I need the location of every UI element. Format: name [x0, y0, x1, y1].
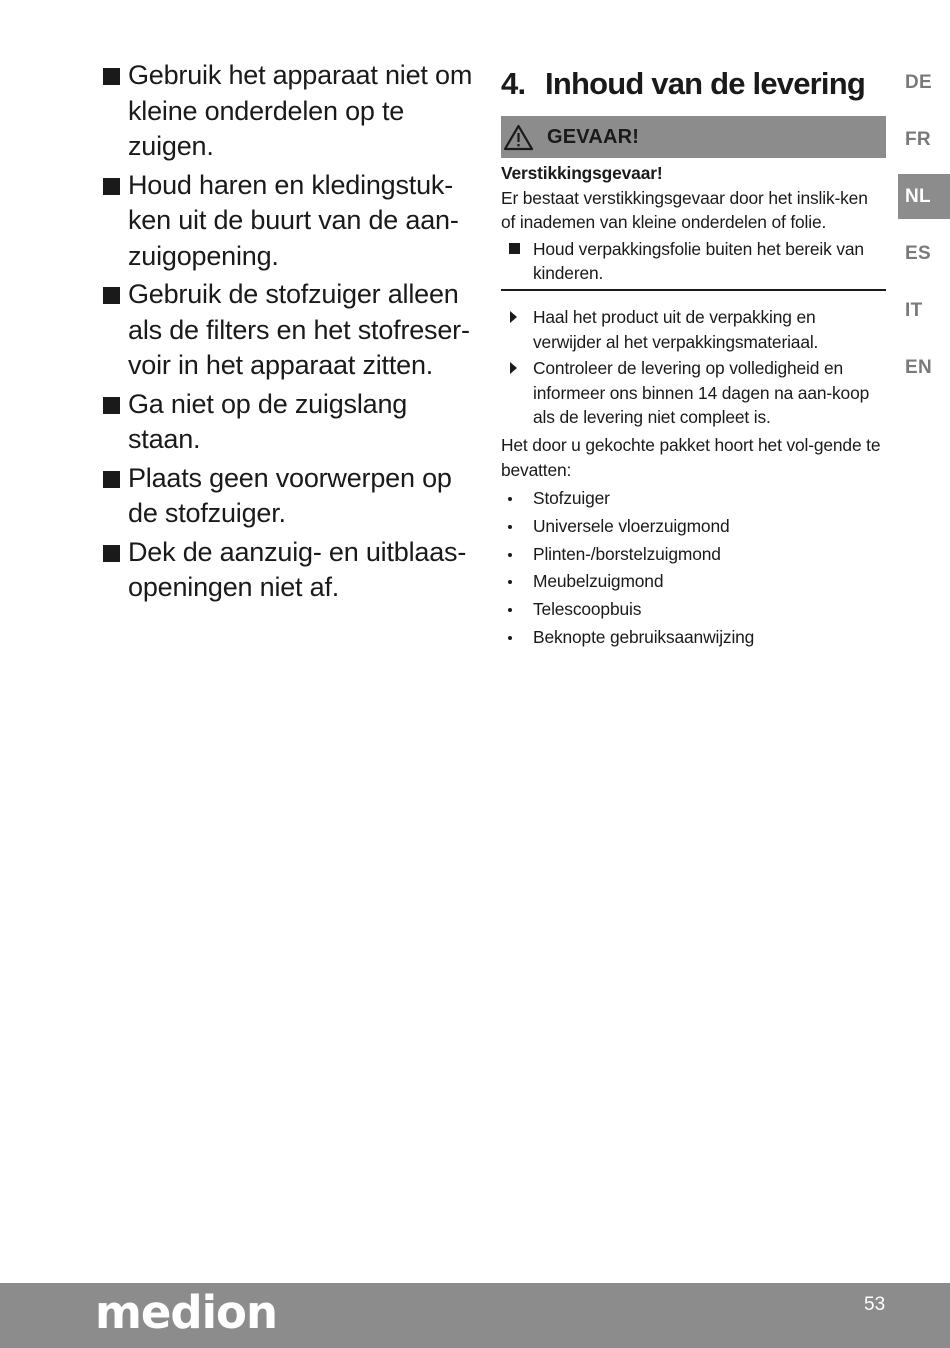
- list-item: [501, 513, 886, 541]
- list-item-text: Meubelzuigmond: [533, 571, 664, 592]
- instruction-step: [501, 305, 886, 354]
- list-item: [501, 541, 886, 569]
- list-item: [103, 461, 483, 532]
- dot-bullet-icon: [508, 497, 512, 501]
- instruction-step: [501, 356, 886, 430]
- square-bullet-icon: [103, 178, 120, 195]
- square-bullet-icon: [103, 545, 120, 562]
- language-tab-es[interactable]: ES: [905, 242, 931, 264]
- square-bullet-icon: [509, 243, 520, 254]
- list-item: [501, 596, 886, 624]
- list-item-text: Dek de aanzuig- en uitblaas-openingen niet af.: [128, 536, 467, 602]
- square-bullet-icon: [103, 471, 120, 488]
- warning-label: GEVAAR!: [547, 125, 640, 148]
- danger-description: Er bestaat verstikkingsgevaar door het inslik-ken of inademen van kleine onderdelen of folie.: [501, 187, 868, 233]
- warning-triangle-icon: [503, 124, 534, 151]
- list-item-text: Gebruik het apparaat niet om kleine onderdelen op te zuigen.: [128, 60, 473, 161]
- arrow-bullet-icon: [510, 362, 517, 374]
- section-number: 4.: [501, 66, 526, 101]
- square-bullet-icon: [103, 68, 120, 85]
- dot-bullet-icon: [508, 553, 512, 557]
- list-item: [103, 387, 483, 458]
- contents-list: [501, 485, 886, 651]
- language-tab-it[interactable]: IT: [905, 299, 923, 321]
- list-item-text: Telescoopbuis: [533, 598, 642, 619]
- arrow-bullet-icon: [510, 311, 517, 323]
- warning-item: [501, 237, 886, 286]
- list-item-text: Plinten-/borstelzuigmond: [533, 543, 721, 564]
- danger-title: Verstikkingsgevaar!: [501, 163, 663, 183]
- list-item: [501, 485, 886, 513]
- language-tab-nl[interactable]: NL: [898, 174, 950, 219]
- list-item-text: Gebruik de stofzuiger alleen als de filters en het stofreser-voir in het apparaat zitten.: [128, 279, 470, 380]
- page-number: 53: [864, 1294, 886, 1315]
- warning-item-text: Houd verpakkingsfolie buiten het bereik van kinderen.: [533, 238, 864, 284]
- list-item: [501, 568, 886, 596]
- list-item: [103, 535, 483, 606]
- square-bullet-icon: [103, 397, 120, 414]
- language-tab-de[interactable]: DE: [905, 71, 932, 93]
- list-item-text: Plaats geen voorwerpen op de stofzuiger.: [128, 462, 452, 528]
- list-item-text: Ga niet op de zuigslang staan.: [128, 388, 408, 454]
- section-title: Inhoud van de levering: [545, 66, 866, 101]
- dot-bullet-icon: [508, 580, 512, 584]
- language-tabs: [898, 60, 950, 402]
- delivery-section: [501, 64, 886, 651]
- dot-bullet-icon: [508, 608, 512, 612]
- contents-intro: Het door u gekochte pakket hoort het vol-gende te bevatten:: [501, 434, 881, 480]
- square-bullet-icon: [103, 287, 120, 304]
- warning-banner: [501, 116, 886, 158]
- instruction-text: Controleer de levering op volledigheid en informeer ons binnen 14 dagen na aan-koop als de levering niet compleet is.: [533, 358, 870, 428]
- list-item-text: Beknopte gebruiksaanwijzing: [533, 626, 755, 647]
- section-heading: [501, 64, 886, 104]
- safety-list: [103, 58, 483, 606]
- dot-bullet-icon: [508, 525, 512, 529]
- dot-bullet-icon: [508, 636, 512, 640]
- list-item: [103, 277, 483, 384]
- list-item: [103, 168, 483, 275]
- divider: [501, 289, 886, 291]
- list-item-text: Stofzuiger: [533, 488, 610, 509]
- list-item-text: Houd haren en kledingstuk-ken uit de buurt van de aan-zuigopening.: [128, 169, 459, 271]
- list-item-text: Universele vloerzuigmond: [533, 515, 730, 536]
- medion-logo: medion: [95, 1286, 277, 1339]
- language-tab-fr[interactable]: FR: [905, 128, 931, 150]
- language-tab-en[interactable]: EN: [905, 356, 932, 378]
- footer-bar: [0, 1283, 950, 1348]
- list-item: [501, 624, 886, 652]
- list-item: [103, 58, 483, 165]
- instruction-text: Haal het product uit de verpakking en verwijder al het verpakkingsmateriaal.: [533, 306, 819, 352]
